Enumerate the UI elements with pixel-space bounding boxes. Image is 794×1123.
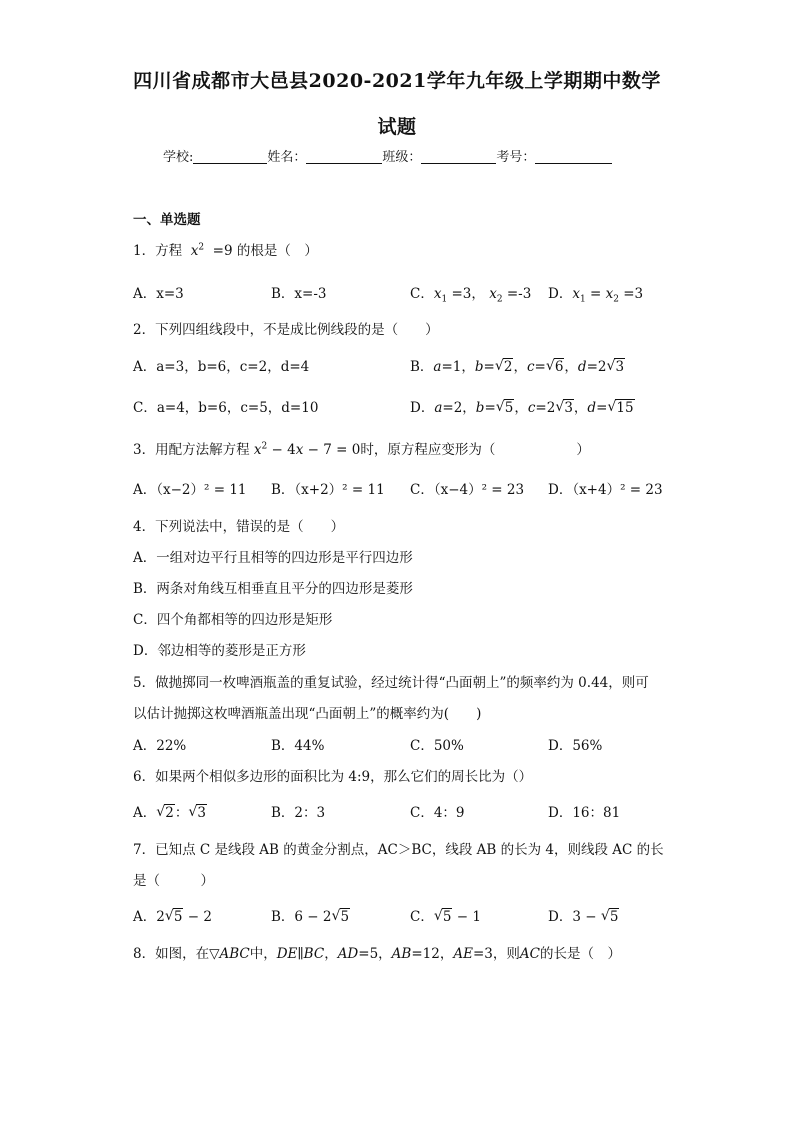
school-label: 学校:	[163, 150, 194, 165]
q8-stem-part-e: =12，	[411, 946, 454, 962]
q3-option-d: D．（x+4）² = 23	[548, 482, 663, 498]
q7-option-c: C．√ 5 − 1	[410, 905, 481, 925]
q1-option-c-label: C．	[410, 286, 434, 302]
q6-option-b: B．2：3	[271, 805, 326, 821]
name-label: 姓名：	[267, 150, 307, 165]
exam-title-line-1: 四川省成都市大邑县2020-2021学年九年级上学期期中数学	[133, 70, 661, 92]
q1-x-var: x	[190, 243, 199, 259]
class-blank	[421, 149, 496, 164]
q3-option-b: B．（x+2）² = 11	[271, 482, 385, 498]
q4-option-d: D．邻边相等的菱形是正方形	[133, 643, 306, 659]
q7-option-b: B．6 − 2√ 5	[271, 905, 350, 925]
q3-stem-part-b: 时，原方程应变形为（ ）	[360, 442, 590, 458]
q6-option-c: C．4：9	[410, 805, 465, 821]
q8-stem-part-f: =3，则	[472, 946, 520, 962]
q8-stem-part-a: 8．如图，在▽	[133, 946, 220, 962]
q2-option-a: A．a=3，b=6，c=2，d=4	[133, 359, 310, 375]
question-4-stem: 4．下列说法中，错误的是（ ）	[133, 519, 345, 535]
q8-stem-part-g: 的长是（ ）	[539, 946, 621, 962]
section-heading: 一、单选题	[133, 212, 201, 228]
q7-option-a: A．2√ 5 − 2	[133, 905, 212, 925]
q3-stem-part-a: 3．用配方法解方程	[133, 442, 250, 458]
q2-option-d: D．a=2，b=√ 5，c=2√ 3，d=√ 15	[410, 396, 635, 416]
q2-option-d-label: D．	[410, 400, 435, 416]
question-7-stem-line-1: 7．已知点 C 是线段 AB 的黄金分割点，AC＞BC，线段 AB 的长为 4，则线段 AC 的长	[133, 842, 664, 858]
q7-option-b-label: B．	[271, 909, 295, 925]
question-1-stem	[133, 239, 318, 259]
question-3-stem: 3．用配方法解方程 $x^2 - 4x - 7 = 0$时，原方程应变形为（ ）	[133, 441, 590, 458]
question-8-stem: 8．如图，在▽ABC中，DE∥BC，AD=5，AB=12，AE=3，则AC的长是（ ）	[133, 946, 621, 962]
question-6-stem: 6．如果两个相似多边形的面积比为 4:9，那么它们的周长比为（）	[133, 769, 533, 785]
q7-option-a-label: A．	[133, 909, 157, 925]
q3-option-a: A．（x−2）² = 11	[133, 482, 247, 498]
q2-option-c: C．a=4，b=6，c=5，d=10	[133, 400, 319, 416]
question-5-stem-line-2: 以估计抛掷这枚啤酒瓶盖出现“凸面朝上”的概率约为( )	[133, 706, 482, 722]
q1-square-exp: 2	[198, 242, 205, 253]
q3-option-c: C．（x−4）² = 23	[410, 482, 525, 498]
q7-option-d: D．3 − √ 5	[548, 905, 619, 925]
exam-title-line-2: 试题	[377, 116, 417, 138]
q1-option-a: A．x=3	[133, 286, 184, 302]
student-info-row	[163, 146, 612, 165]
q6-option-a-label: A．	[133, 805, 157, 821]
q5-option-a: A．22%	[133, 738, 187, 754]
q7-option-c-label: C．	[410, 909, 434, 925]
school-blank	[193, 149, 267, 164]
question-7-stem-line-2: 是（ ）	[133, 873, 214, 889]
q2-option-b: B．a=1，b=√ 2，c=√ 6，d=2√ 3	[410, 355, 625, 375]
question-2-stem: 2．下列四组线段中，不是成比例线段的是（ ）	[133, 322, 439, 338]
q8-stem-part-c: ，	[324, 946, 338, 962]
q1-stem-part-b: =9 的根是（ ）	[212, 243, 318, 259]
exam-number-blank	[535, 149, 612, 164]
q5-option-d: D．56%	[548, 738, 603, 754]
exam-number-label: 考号：	[496, 150, 536, 165]
q2-option-b-label: B．	[410, 359, 434, 375]
q4-option-b: B．两条对角线互相垂直且平分的四边形是菱形	[133, 581, 413, 597]
q5-option-c: C．50%	[410, 738, 464, 754]
name-blank	[306, 149, 382, 164]
q8-stem-part-d: =5，	[358, 946, 392, 962]
q1-stem-part-a: 1．方程	[133, 243, 183, 259]
q5-option-b: B．44%	[271, 738, 325, 754]
q4-option-a: A．一组对边平行且相等的四边形是平行四边形	[133, 550, 413, 566]
q6-option-d: D．16：81	[548, 805, 621, 821]
q7-option-d-label: D．	[548, 909, 573, 925]
question-5-stem-line-1: 5．做抛掷同一枚啤酒瓶盖的重复试验，经过统计得“凸面朝上”的频率约为 0.44，则可	[133, 675, 649, 691]
q1-option-c: C．$x_1 =3$， $x_2 =-3$	[410, 286, 532, 305]
q4-option-c: C．四个角都相等的四边形是矩形	[133, 612, 333, 628]
q6-option-a: A．√ 2：√ 3	[133, 801, 207, 821]
class-label: 班级：	[382, 150, 422, 165]
q1-option-d: D．$x_1 = x_2 =3$	[548, 286, 644, 305]
q1-option-b: B．x=-3	[271, 286, 327, 302]
q1-option-d-label: D．	[548, 286, 573, 302]
q8-stem-part-b: 中，	[249, 946, 277, 962]
